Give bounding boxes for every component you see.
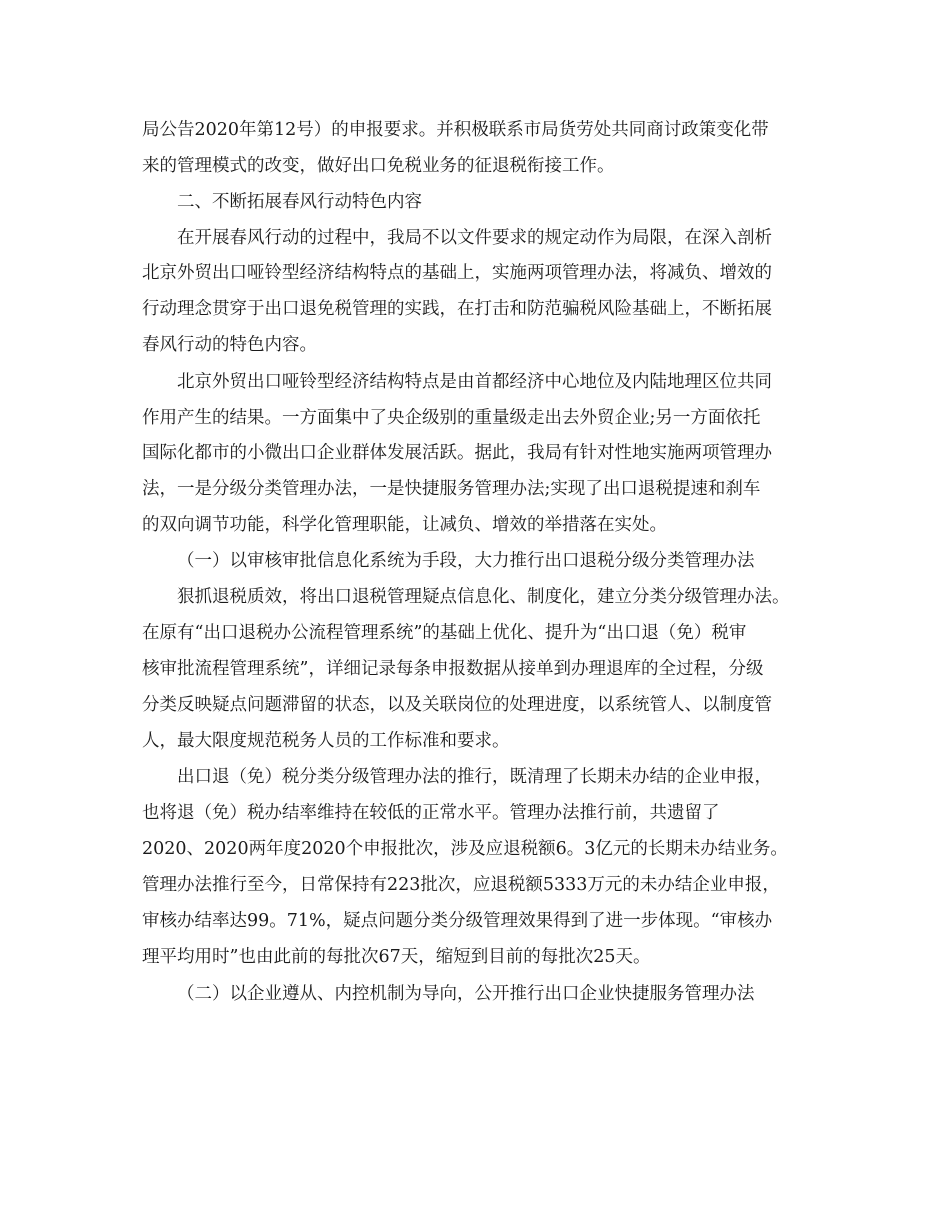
text-line: 核审批流程管理系统”，详细记录每条申报数据从接单到办理退库的全过程，分级 (142, 659, 764, 679)
text-line: 来的管理模式的改变，做好出口免税业务的征退税衔接工作。 (142, 156, 615, 176)
text-line: 国际化都市的小微出口企业群体发展活跃。据此，我局有针对性地实施两项管理办 (142, 443, 772, 463)
text-line: 人，最大限度规范税务人员的工作标准和要求。 (142, 731, 510, 751)
text-line: 狠抓退税质效，将出口退税管理疑点信息化、制度化，建立分类分级管理办法。 (177, 587, 790, 607)
text-line: 局公告2020年第12号）的申报要求。并积极联系市局货劳处共同商讨政策变化带 (142, 120, 769, 140)
text-line: 审核办结率达99。71%，疑点问题分类分级管理效果得到了进一步体现。“审核办 (142, 911, 773, 931)
section-heading: 二、不断拓展春风行动特色内容 (177, 192, 422, 212)
text-line: 管理办法推行至今，日常保持有223批次，应退税额5333万元的未办结企业申报， (142, 875, 780, 895)
text-line: 作用产生的结果。一方面集中了央企级别的重量级走出去外贸企业;另一方面依托 (142, 408, 761, 428)
text-line: 北京外贸出口哑铃型经济结构特点是由首都经济中心地位及内陆地理区位共同 (177, 372, 772, 392)
text-line: 春风行动的特色内容。 (142, 335, 317, 355)
text-line: 行动理念贯穿于出口退免税管理的实践，在打击和防范骗税风险基础上，不断拓展 (142, 299, 772, 319)
text-line: 北京外贸出口哑铃型经济结构特点的基础上，实施两项管理办法，将减负、增效的 (142, 263, 772, 283)
text-line: 的双向调节功能，科学化管理职能，让减负、增效的举措落在实处。 (142, 515, 667, 535)
text-line: 在原有“出口退税办公流程管理系统”的基础上优化、提升为“出口退（免）税审 (142, 623, 747, 643)
subsection-heading: （一）以审核审批信息化系统为手段，大力推行出口退税分级分类管理办法 (177, 551, 755, 571)
text-line: 也将退（免）税办结率维持在较低的正常水平。管理办法推行前，共遗留了 (142, 803, 720, 823)
text-line: 出口退（免）税分类分级管理办法的推行，既清理了长期未办结的企业申报， (177, 767, 772, 787)
text-line: 法，一是分级分类管理办法，一是快捷服务管理办法;实现了出口退税提速和刹车 (142, 479, 761, 499)
text-line: 理平均用时”也由此前的每批次67天，缩短到目前的每批次25天。 (142, 947, 651, 967)
text-line: 2020、2020两年度2020个申报批次，涉及应退税额6。3亿元的长期未办结业务。 (142, 839, 788, 859)
text-line: 在开展春风行动的过程中，我局不以文件要求的规定动作为局限，在深入剖析 (177, 228, 772, 248)
subsection-heading: （二）以企业遵从、内控机制为导向，公开推行出口企业快捷服务管理办法 (177, 984, 755, 1004)
text-line: 分类反映疑点问题滞留的状态，以及关联岗位的处理进度，以系统管人、以制度管 (142, 695, 772, 715)
